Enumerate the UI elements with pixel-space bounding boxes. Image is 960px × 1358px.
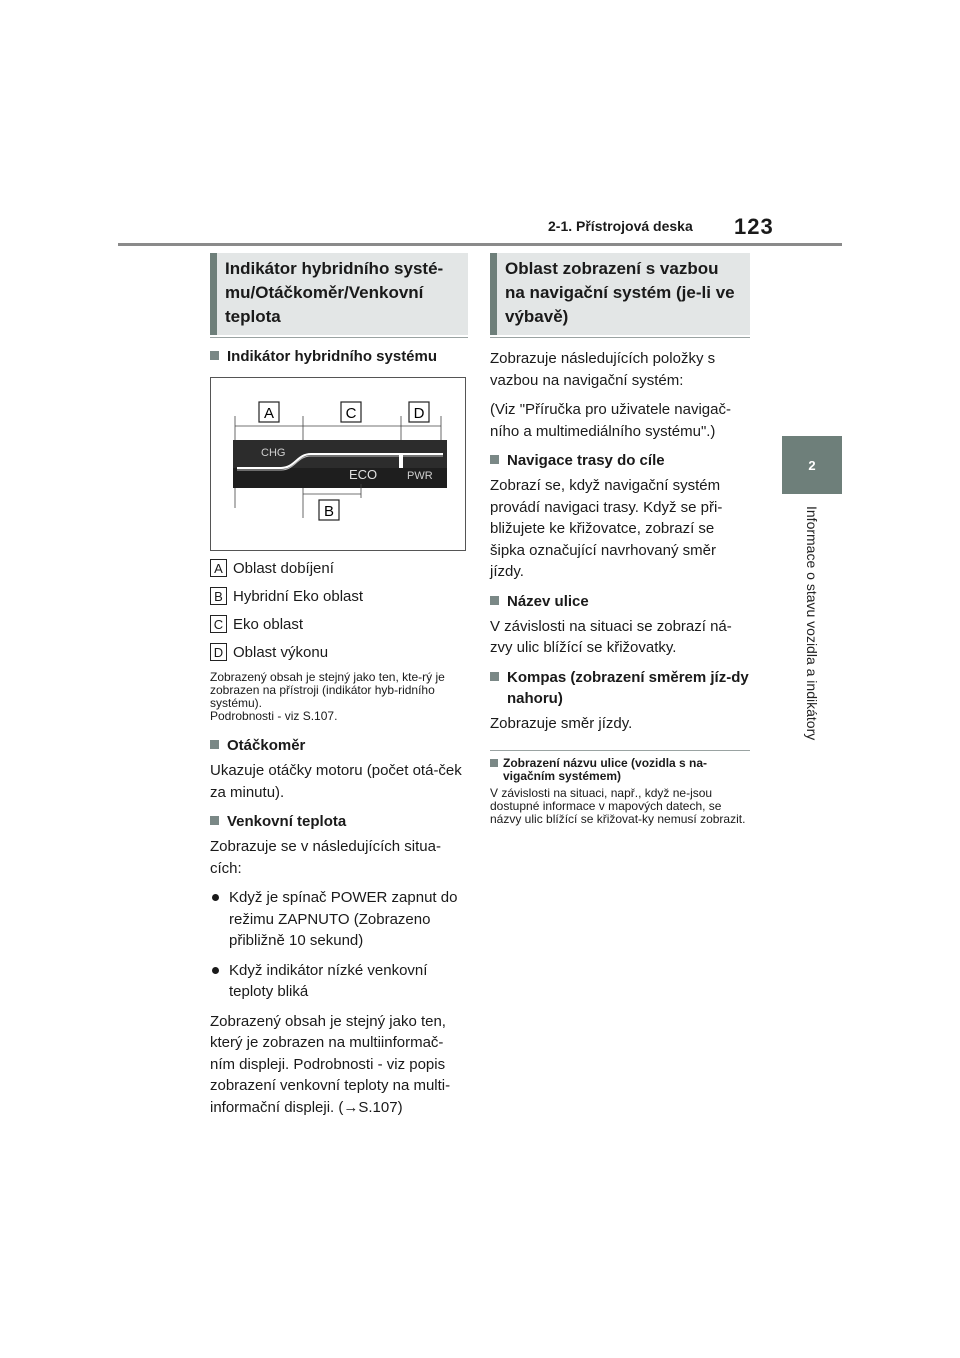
subheading-text: Venkovní teplota — [227, 813, 347, 830]
small-note-text: Zobrazený obsah je stejný jako ten, kte-rý je zobrazen na přístroji (indikátor hyb-ridního systému). — [210, 670, 445, 710]
legend-letter: B — [210, 587, 227, 605]
paragraph: Zobrazuje se v následujících situa-cích: — [210, 838, 441, 877]
callout-d: D — [413, 405, 425, 422]
paragraph: Zobrazuje směr jízdy. — [490, 714, 633, 732]
right-section-heading — [490, 253, 750, 335]
legend-text: Oblast výkonu — [233, 643, 329, 661]
legend-letter: C — [210, 615, 227, 633]
square-bullet-icon — [490, 455, 499, 464]
paragraph: V závislosti na situaci se zobrazí ná-zvy ulic blížící se křižovatky. — [490, 617, 732, 656]
hybrid-indicator-figure — [210, 377, 466, 551]
right-column — [490, 253, 750, 838]
page-number: 123 — [734, 214, 774, 239]
heading-line: na navigační systém (je-li ve — [505, 283, 735, 302]
legend-item — [210, 643, 468, 661]
paragraph: Zobrazí se, když navigační systém provádí navigaci trasy. Když se při-bližujete ke křižovatce, zobrazí se šipka označující navrhovaný směr jízdy. — [490, 477, 723, 580]
label-eco: ECO — [349, 467, 378, 482]
small-note — [210, 671, 468, 723]
square-bullet-icon — [210, 351, 219, 360]
chapter-title: Informace o stavu vozidla a indikátory — [804, 506, 820, 741]
bullet-item — [210, 960, 468, 1003]
chapter-number: 2 — [808, 457, 816, 473]
subheading-text: Kompas (zobrazení směrem jíz-dy nahoru) — [507, 668, 749, 707]
left-section-heading — [210, 253, 468, 335]
subheading-text: Indikátor hybridního systému — [227, 348, 438, 365]
subheading-tachometer — [210, 735, 468, 756]
indicator-divider — [399, 454, 403, 468]
bullet-text: Když je spínač POWER zapnut do režimu ZAPNUTO (Zobrazeno přibližně 10 sekund) — [229, 889, 458, 949]
callout-b: B — [323, 503, 335, 520]
note-heading-text: Zobrazení názvu ulice (vozidla s na-vigačním systémem) — [503, 756, 708, 783]
subheading-hybrid-indicator — [210, 346, 468, 367]
callout-a: A — [263, 405, 275, 422]
square-bullet-icon — [490, 672, 499, 681]
header-rule — [118, 243, 842, 246]
label-chg: CHG — [261, 447, 286, 459]
subheading-outside-temp — [210, 811, 468, 832]
label-pwr: PWR — [407, 470, 433, 482]
bullet-text: Když indikátor nízké venkovní teploty bliká — [229, 961, 428, 1000]
paragraph: Zobrazený obsah je stejný jako ten, který je zobrazen na multiinformač-ním displeji. Podrobnosti - viz popis zobrazení venkovní teploty na multi-informační displeji. (→S.107) — [210, 1012, 451, 1116]
hybrid-indicator-diagram — [211, 378, 465, 550]
section-title: 2-1. Přístrojová deska — [548, 218, 693, 234]
bullet-item — [210, 887, 468, 952]
subheading-street-name — [490, 591, 750, 612]
note-rule — [490, 750, 750, 751]
heading-line: Indikátor hybridního systé- — [225, 259, 444, 278]
chapter-side-title — [782, 506, 842, 806]
legend-text: Hybridní Eko oblast — [233, 587, 364, 605]
note-heading — [490, 757, 750, 783]
note-text: V závislosti na situaci, např., když ne-jsou dostupné informace v mapových datech, se názvy ulic blížící se křižovat-ky nemusí zobrazit. — [490, 786, 746, 826]
subheading-route-guidance — [490, 450, 750, 471]
small-note-ref[interactable]: Podrobnosti - viz S.107. — [210, 709, 338, 723]
heading-line: teplota — [225, 307, 281, 326]
left-column — [210, 253, 468, 1126]
legend-letter: D — [210, 643, 227, 661]
heading-line: mu/Otáčkoměr/Venkovní — [225, 283, 424, 302]
paragraph-ref: (Viz "Příručka pro uživatele navigač-ního a multimediálního systému".) — [490, 401, 731, 440]
chapter-tab[interactable] — [782, 436, 842, 494]
legend-item — [210, 615, 468, 633]
legend-text: Eko oblast — [233, 615, 304, 633]
heading-line: Oblast zobrazení s vazbou — [505, 259, 719, 278]
callout-c: C — [345, 405, 357, 422]
paragraph: Zobrazuje následujících položky s vazbou na navigační systém: — [490, 350, 716, 389]
legend-item — [210, 559, 468, 577]
bullet-dot-icon — [212, 967, 219, 974]
subheading-text: Navigace trasy do cíle — [507, 452, 665, 469]
square-bullet-icon — [490, 759, 498, 767]
bullet-dot-icon — [212, 894, 219, 901]
heading-rule — [210, 337, 468, 338]
square-bullet-icon — [210, 816, 219, 825]
legend-text: Oblast dobíjení — [233, 559, 334, 577]
subheading-text: Název ulice — [507, 592, 589, 610]
heading-rule — [490, 337, 750, 338]
heading-line: výbavě) — [505, 307, 569, 326]
subheading-text: Otáčkoměr — [227, 737, 306, 754]
square-bullet-icon — [490, 596, 499, 605]
square-bullet-icon — [210, 740, 219, 749]
legend-letter: A — [210, 559, 227, 577]
paragraph: Ukazuje otáčky motoru (počet otá-ček za minutu). — [210, 762, 462, 801]
subheading-compass — [490, 667, 750, 709]
legend-item — [210, 587, 468, 605]
